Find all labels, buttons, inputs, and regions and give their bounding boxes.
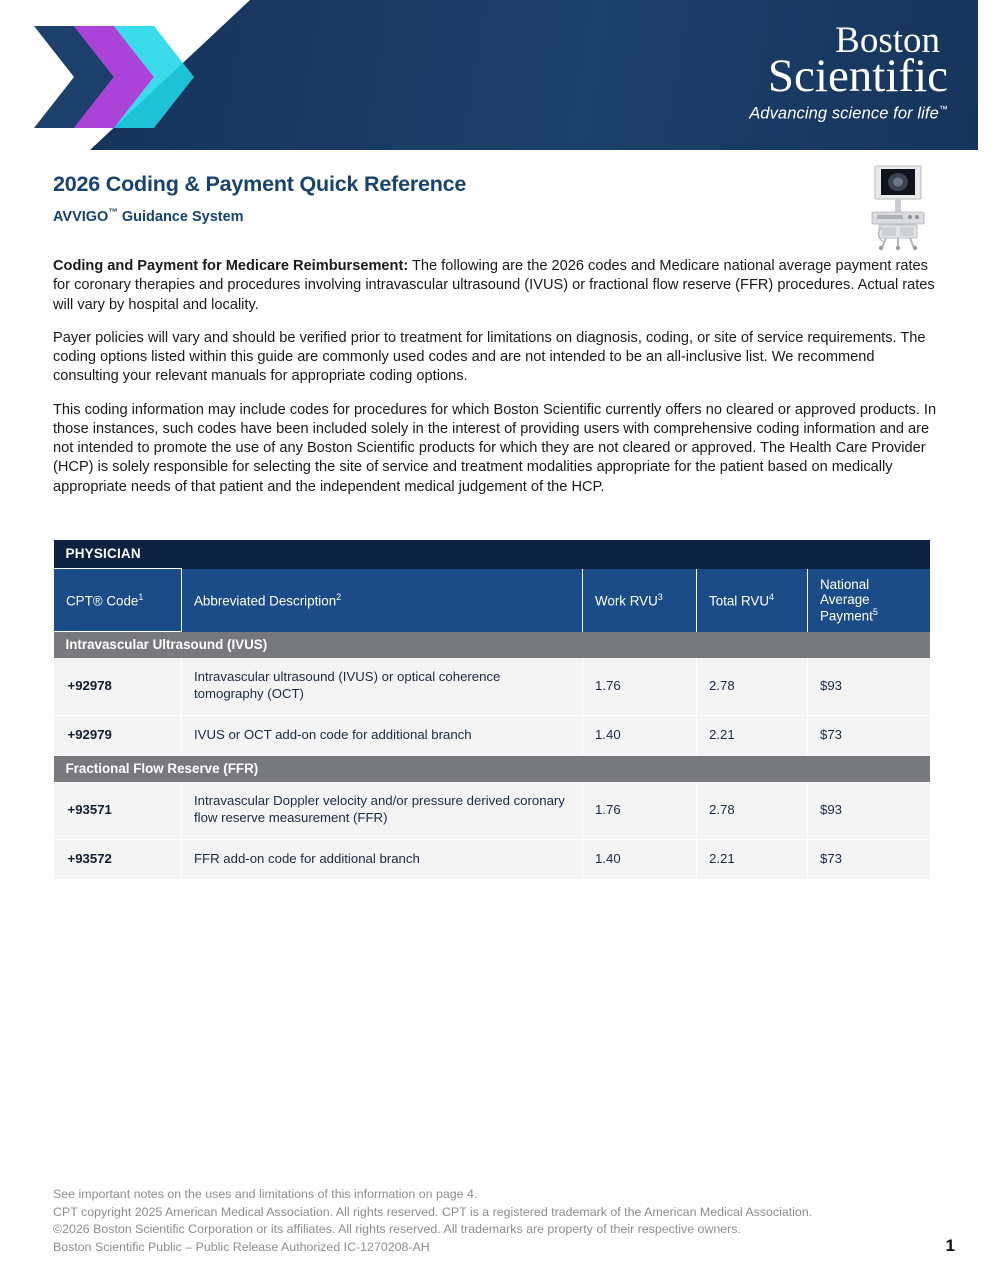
footnote-marker: 1 — [138, 591, 144, 602]
body-copy — [53, 257, 941, 497]
footer-note-bsc-copyright: ©2026 Boston Scientific Corporation or its affiliates. All rights reserved. All trademarks are property of their respective owners. — [53, 1222, 741, 1237]
group-title: Fractional Flow Reserve (FFR) — [54, 756, 930, 783]
table-row — [54, 658, 930, 715]
page-title: 2026 Coding & Payment Quick Reference — [53, 172, 467, 196]
cell-total-rvu: 2.78 — [697, 658, 808, 715]
footnote-marker: 2 — [336, 591, 342, 602]
footnote-marker: 4 — [769, 591, 775, 602]
cell-work-rvu: 1.40 — [583, 715, 697, 756]
column-header-cpt-code: CPT® Code$^1$ — [54, 569, 182, 632]
table-section-title: PHYSICIAN — [54, 540, 930, 569]
cell-national-average-payment: $73 — [808, 715, 930, 756]
page-header-banner — [0, 0, 978, 150]
paragraph-lead-in-label: Coding and Payment for Medicare Reimbursement: — [53, 258, 409, 274]
footer-note-cpt-copyright: CPT copyright 2025 American Medical Association. All rights reserved. CPT is a registered trademark of the American Medical Association. — [53, 1204, 813, 1219]
cell-national-average-payment: $93 — [808, 658, 930, 715]
page-footer — [53, 1186, 933, 1256]
cell-description: Intravascular Doppler velocity and/or pressure derived coronary flow reserve measurement (FFR) — [182, 782, 583, 839]
cell-description: FFR add-on code for additional branch — [182, 839, 583, 880]
column-header-total-rvu: Total RVU$^4$ — [697, 569, 808, 632]
cell-cpt-code: +92978 — [54, 658, 182, 715]
table-group-header-ffr — [54, 756, 930, 783]
table-row — [54, 715, 930, 756]
column-header-abbreviated-description: Abbreviated Description$^2$ — [182, 569, 583, 632]
product-name: AVVIGO — [53, 208, 109, 225]
cell-work-rvu: 1.76 — [583, 782, 697, 839]
cell-cpt-code: +93571 — [54, 782, 182, 839]
paragraph-coding-disclaimer: This coding information may include codes for procedures for which Boston Scientific currently offers no cleared or approved products. In those instances, such codes have been included solely in the interest of providing users with comprehensive coding information and are not intended to promote the use of any Boston Scientific products for which they are not cleared or approved. The Health Care Provider (HCP) is solely responsible for selecting the site of service and treatment modalities appropriate for the patient based on medically appropriate needs of that patient and the independent medical judgement of the HCP. — [53, 401, 937, 495]
table-group-header-ivus — [54, 632, 930, 659]
page-subtitle — [53, 207, 813, 225]
cell-cpt-code: +93572 — [54, 839, 182, 880]
group-title: Intravascular Ultrasound (IVUS) — [54, 632, 930, 659]
cell-description: Intravascular ultrasound (IVUS) or optical coherence tomography (OCT) — [182, 658, 583, 715]
boston-scientific-chevron-logo — [22, 22, 197, 132]
paragraph-medicare-reimbursement — [53, 257, 941, 315]
page-number: 1 — [945, 1236, 955, 1255]
title-block — [53, 172, 813, 225]
physician-coding-payment-table — [53, 540, 930, 880]
footer-note-release-authorization: Boston Scientific Public – Public Release Authorized IC-1270208-AH — [53, 1239, 430, 1254]
table-section-banner-physician — [54, 540, 930, 569]
brand-tagline: Advancing science for life™ — [749, 104, 948, 123]
trademark-symbol: ™ — [108, 207, 118, 218]
cell-national-average-payment: $73 — [808, 839, 930, 880]
cell-description: IVUS or OCT add-on code for additional branch — [182, 715, 583, 756]
table-row — [54, 839, 930, 880]
table-row — [54, 782, 930, 839]
cell-total-rvu: 2.21 — [697, 715, 808, 756]
trademark-symbol: ™ — [938, 104, 948, 114]
cell-total-rvu: 2.21 — [697, 839, 808, 880]
brand-name-line-2: Scientific — [767, 50, 948, 102]
cell-total-rvu: 2.78 — [697, 782, 808, 839]
brand-name-line-1: Boston — [835, 20, 940, 61]
cell-cpt-code: +92979 — [54, 715, 182, 756]
cell-national-average-payment: $93 — [808, 782, 930, 839]
cell-work-rvu: 1.76 — [583, 658, 697, 715]
footnote-marker: 3 — [657, 591, 663, 602]
paragraph-payer-policies: Payer policies will vary and should be verified prior to treatment for limitations on diagnosis, coding, or site of service requirements. The coding options listed within this guide are commonly used codes and are not intended to be an all-inclusive list. We recommend consulting your relevant manuals for appropriate coding options. — [53, 329, 926, 385]
paragraph-1-text: The following are the 2026 codes and Medicare national average payment rates for coronary therapies and procedures involving intravascular ultrasound (IVUS) or fractional flow reserve (FFR) procedures. Actual rates will vary by hospital and locality. — [53, 258, 935, 313]
boston-scientific-wordmark — [688, 22, 948, 122]
footer-note-page-reference: See important notes on the uses and limitations of this information on page 4. — [53, 1187, 478, 1201]
product-name-suffix: Guidance System — [117, 208, 244, 225]
table-column-header-row — [54, 569, 930, 632]
column-header-work-rvu: Work RVU$^3$ — [583, 569, 697, 632]
cell-work-rvu: 1.40 — [583, 839, 697, 880]
column-header-national-average-payment: National Average Payment$^5$ — [808, 569, 930, 632]
footnote-marker: 5 — [872, 606, 878, 617]
avvigo-guidance-system-cart-image — [862, 163, 934, 251]
